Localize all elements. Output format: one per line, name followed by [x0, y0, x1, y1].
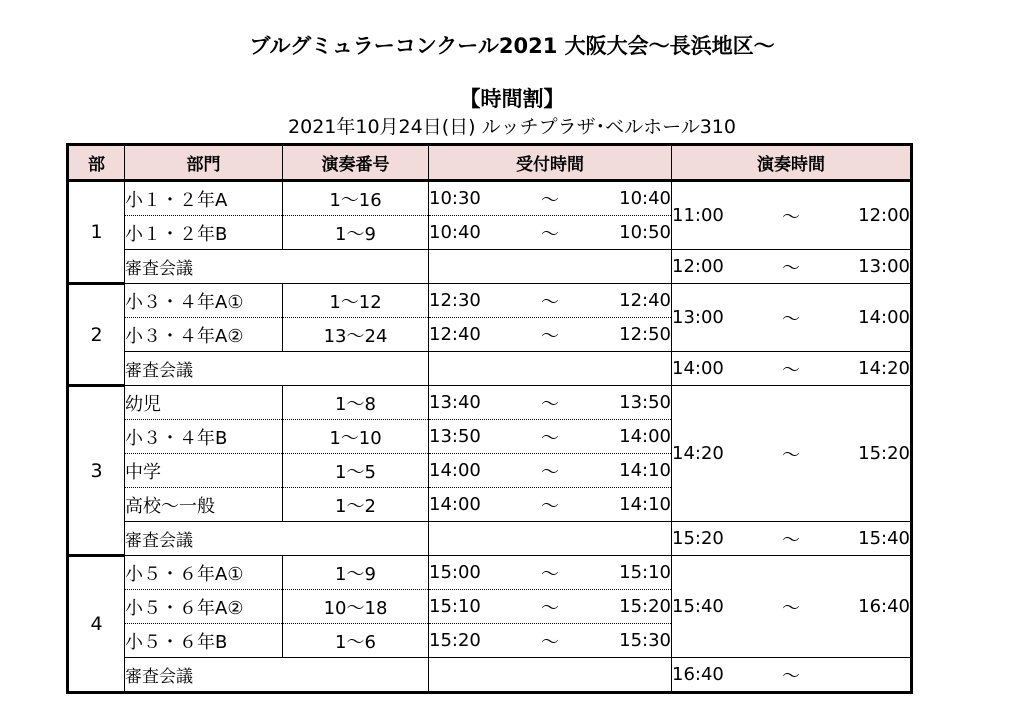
reception-time-cell-start: 10:30 — [429, 188, 481, 209]
category-cell: 小１・２年A — [125, 181, 283, 216]
review-time-cell-end: 14:20 — [858, 358, 910, 379]
reception-time-cell — [429, 284, 672, 318]
reception-time-cell-tilde: ～ — [540, 325, 559, 347]
category-cell: 小３・４年A② — [125, 318, 283, 352]
performance-time-cell-tilde: ～ — [781, 444, 800, 466]
entry-number-cell: 1～10 — [283, 420, 429, 454]
reception-time-cell-end: 15:30 — [619, 630, 671, 651]
performance-time-cell-tilde: ～ — [781, 308, 800, 330]
review-label: 審査会議 — [125, 522, 429, 556]
entry-number-cell: 13～24 — [283, 318, 429, 352]
category-cell: 中学 — [125, 454, 283, 488]
reception-time-cell-start: 12:30 — [429, 290, 481, 311]
review-time-cell-tilde: ～ — [781, 529, 800, 551]
empty-cell — [429, 522, 672, 556]
review-time-cell-wrap — [672, 356, 910, 382]
reception-time-cell-start: 12:40 — [429, 324, 481, 345]
performance-time-cell-end: 14:00 — [858, 307, 910, 328]
performance-time-cell-tilde: ～ — [781, 206, 800, 228]
header-number: 演奏番号 — [283, 145, 429, 181]
reception-time-cell — [429, 624, 672, 658]
reception-time-cell-wrap — [429, 492, 671, 518]
table-row — [68, 556, 912, 590]
category-cell: 小１・２年B — [125, 216, 283, 250]
reception-time-cell-end: 10:40 — [619, 188, 671, 209]
entry-number-cell: 1～9 — [283, 216, 429, 250]
reception-time-cell-start: 15:10 — [429, 596, 481, 617]
category-cell: 小５・６年A① — [125, 556, 283, 590]
review-label: 審査会議 — [125, 352, 429, 386]
page-subtitle: 【時間割】 — [459, 87, 565, 111]
review-time-cell — [672, 522, 912, 556]
review-time-cell-tilde: ～ — [781, 257, 800, 279]
review-row — [68, 658, 912, 693]
performance-time-cell-end: 12:00 — [858, 205, 910, 226]
review-time-cell — [672, 658, 912, 693]
reception-time-cell — [429, 216, 672, 250]
reception-time-cell-tilde: ～ — [540, 427, 559, 449]
reception-time-cell-tilde: ～ — [540, 291, 559, 313]
review-time-cell-start: 15:20 — [672, 528, 724, 549]
performance-time-cell-wrap — [672, 203, 910, 229]
entry-number-cell: 1～9 — [283, 556, 429, 590]
category-cell: 小３・４年A① — [125, 284, 283, 318]
reception-time-cell-end: 12:50 — [619, 324, 671, 345]
reception-time-cell-end: 10:50 — [619, 222, 671, 243]
reception-time-cell-tilde: ～ — [540, 495, 559, 517]
table-row — [68, 181, 912, 216]
reception-time-cell — [429, 556, 672, 590]
performance-time-cell-end: 15:20 — [858, 443, 910, 464]
review-time-cell-wrap — [672, 662, 910, 688]
table-row — [68, 284, 912, 318]
reception-time-cell-tilde: ～ — [540, 563, 559, 585]
reception-time-cell-tilde: ～ — [540, 461, 559, 483]
reception-time-cell-end: 14:10 — [619, 494, 671, 515]
reception-time-cell — [429, 454, 672, 488]
reception-time-cell-start: 15:00 — [429, 562, 481, 583]
reception-time-cell-wrap — [429, 390, 671, 416]
review-time-cell-wrap — [672, 254, 910, 280]
schedule-table — [66, 143, 913, 694]
reception-time-cell-tilde: ～ — [540, 189, 559, 211]
reception-time-cell-tilde: ～ — [540, 223, 559, 245]
category-cell: 小５・６年A② — [125, 590, 283, 624]
header-bu: 部 — [68, 145, 125, 181]
review-row — [68, 522, 912, 556]
performance-time-cell — [672, 556, 912, 658]
section-number: 3 — [68, 386, 125, 556]
section-number: 2 — [68, 284, 125, 386]
review-time-cell-wrap — [672, 526, 910, 552]
reception-time-cell-wrap — [429, 220, 671, 246]
empty-cell — [429, 352, 672, 386]
review-time-cell — [672, 250, 912, 284]
table-row — [68, 386, 912, 420]
reception-time-cell — [429, 318, 672, 352]
review-row — [68, 250, 912, 284]
performance-time-cell-wrap — [672, 441, 910, 467]
reception-time-cell — [429, 590, 672, 624]
reception-time-cell-wrap — [429, 424, 671, 450]
review-row — [68, 352, 912, 386]
performance-time-cell-tilde: ～ — [781, 597, 800, 619]
entry-number-cell: 1～6 — [283, 624, 429, 658]
reception-time-cell-end: 14:00 — [619, 426, 671, 447]
reception-time-cell — [429, 386, 672, 420]
reception-time-cell-wrap — [429, 288, 671, 314]
header-category: 部門 — [125, 145, 283, 181]
section-number: 1 — [68, 181, 125, 284]
reception-time-cell — [429, 181, 672, 216]
page-title: ブルグミュラーコンクール2021 大阪大会～長浜地区～ — [249, 34, 775, 58]
header-reception: 受付時間 — [429, 145, 672, 181]
category-cell: 小３・４年B — [125, 420, 283, 454]
reception-time-cell-start: 14:00 — [429, 460, 481, 481]
performance-time-cell-start: 15:40 — [672, 596, 724, 617]
category-cell: 幼児 — [125, 386, 283, 420]
review-time-cell-end: 13:00 — [858, 256, 910, 277]
entry-number-cell: 10～18 — [283, 590, 429, 624]
performance-time-cell-end: 16:40 — [858, 596, 910, 617]
review-time-cell — [672, 352, 912, 386]
performance-time-cell — [672, 386, 912, 522]
reception-time-cell-wrap — [429, 628, 671, 654]
entry-number-cell: 1～12 — [283, 284, 429, 318]
review-time-cell-start: 12:00 — [672, 256, 724, 277]
category-cell: 小５・６年B — [125, 624, 283, 658]
review-time-cell-start: 16:40 — [672, 664, 724, 685]
review-time-cell-tilde: ～ — [781, 665, 800, 687]
reception-time-cell-start: 14:00 — [429, 494, 481, 515]
reception-time-cell-wrap — [429, 594, 671, 620]
review-label: 審査会議 — [125, 250, 429, 284]
performance-time-cell — [672, 284, 912, 352]
reception-time-cell-end: 14:10 — [619, 460, 671, 481]
reception-time-cell-tilde: ～ — [540, 597, 559, 619]
reception-time-cell-end: 13:50 — [619, 392, 671, 413]
reception-time-cell-wrap — [429, 322, 671, 348]
performance-time-cell-wrap — [672, 305, 910, 331]
reception-time-cell-start: 10:40 — [429, 222, 481, 243]
reception-time-cell-tilde: ～ — [540, 631, 559, 653]
header-performance: 演奏時間 — [672, 145, 912, 181]
performance-time-cell — [672, 181, 912, 250]
empty-cell — [429, 250, 672, 284]
review-label: 審査会議 — [125, 658, 429, 693]
reception-time-cell-tilde: ～ — [540, 393, 559, 415]
reception-time-cell-end: 15:20 — [619, 596, 671, 617]
date-venue-line: 2021年10月24日(日) ルッチプラザ･ベルホール310 — [288, 116, 736, 138]
reception-time-cell — [429, 420, 672, 454]
reception-time-cell-start: 13:40 — [429, 392, 481, 413]
reception-time-cell-start: 15:20 — [429, 630, 481, 651]
reception-time-cell-start: 13:50 — [429, 426, 481, 447]
category-cell: 高校～一般 — [125, 488, 283, 522]
section-number: 4 — [68, 556, 125, 693]
review-time-cell-tilde: ～ — [781, 359, 800, 381]
performance-time-cell-start: 13:00 — [672, 307, 724, 328]
entry-number-cell: 1～16 — [283, 181, 429, 216]
reception-time-cell-end: 12:40 — [619, 290, 671, 311]
performance-time-cell-start: 14:20 — [672, 443, 724, 464]
schedule-body — [68, 181, 912, 693]
entry-number-cell: 1～8 — [283, 386, 429, 420]
reception-time-cell — [429, 488, 672, 522]
performance-time-cell-wrap — [672, 594, 910, 620]
review-time-cell-end: 15:40 — [858, 528, 910, 549]
reception-time-cell-end: 15:10 — [619, 562, 671, 583]
entry-number-cell: 1～2 — [283, 488, 429, 522]
performance-time-cell-start: 11:00 — [672, 205, 724, 226]
reception-time-cell-wrap — [429, 186, 671, 212]
review-time-cell-start: 14:00 — [672, 358, 724, 379]
empty-cell — [429, 658, 672, 693]
entry-number-cell: 1～5 — [283, 454, 429, 488]
reception-time-cell-wrap — [429, 560, 671, 586]
header-row — [68, 145, 912, 181]
reception-time-cell-wrap — [429, 458, 671, 484]
